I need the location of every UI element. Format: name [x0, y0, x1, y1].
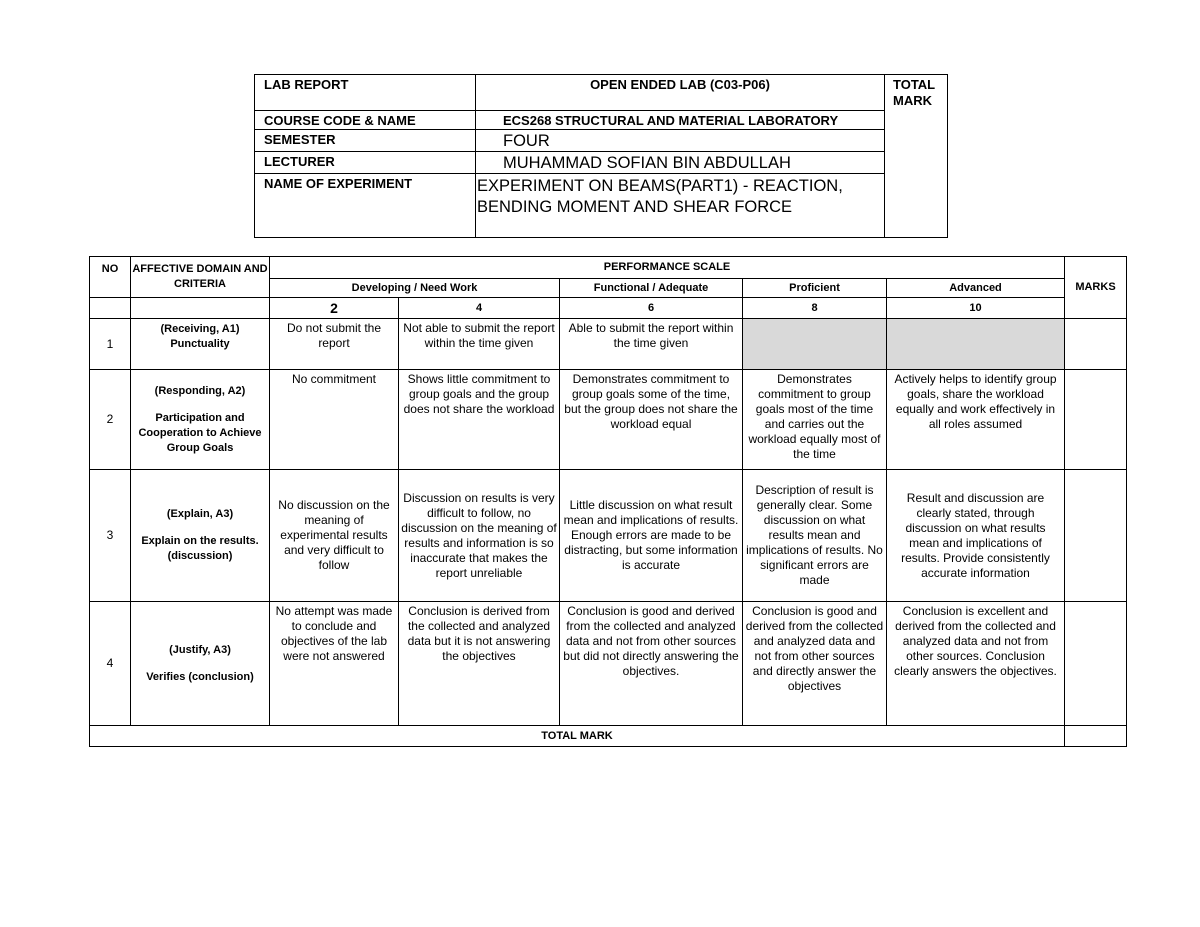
- descriptor-2: Do not submit the report: [270, 319, 399, 370]
- lab-title: OPEN ENDED LAB (C03-P06): [476, 75, 885, 111]
- row-number: 3: [90, 470, 131, 602]
- descriptor-4: Conclusion is derived from the collected and analyzed data but it is not answering the objectives: [399, 602, 560, 726]
- criteria-domain: (Receiving, A1): [160, 323, 240, 335]
- descriptor-4: Discussion on results is very difficult to follow, no discussion on the meaning of results and information is so inaccurate that makes the report unreliable: [399, 470, 560, 602]
- lecturer-value: MUHAMMAD SOFIAN BIN ABDULLAH: [476, 152, 885, 174]
- criteria-header: AFFECTIVE DOMAIN AND CRITERIA: [131, 257, 270, 298]
- semester-label: SEMESTER: [255, 130, 476, 152]
- descriptor-10: Actively helps to identify group goals, share the workload equally and work effectively in all roles assumed: [887, 370, 1065, 470]
- descriptor-2: No discussion on the meaning of experimental results and very difficult to follow: [270, 470, 399, 602]
- lab-report-header-table: [254, 74, 948, 238]
- marks-cell[interactable]: [1065, 602, 1127, 726]
- descriptor-4: Shows little commitment to group goals and the group does not share the workload: [399, 370, 560, 470]
- descriptor-2: No attempt was made to conclude and objectives of the lab were not answered: [270, 602, 399, 726]
- rubric-table: [89, 256, 1127, 747]
- descriptor-8: Description of result is generally clear. Some discussion on what results mean and implications of results. No significant errors are made: [743, 470, 887, 602]
- blank-cell: [90, 298, 131, 319]
- criteria-description: Explain on the results. (discussion): [141, 535, 259, 562]
- descriptor-10: [887, 319, 1065, 370]
- criteria-cell: [131, 370, 270, 470]
- criteria-domain: (Responding, A2): [154, 384, 246, 397]
- criteria-cell: [131, 602, 270, 726]
- descriptor-8: Conclusion is good and derived from the collected and analyzed data and not from other sources and directly answer the objectives: [743, 602, 887, 726]
- table-row: [90, 602, 1127, 726]
- no-header: NO: [90, 257, 131, 298]
- level-proficient: Proficient: [743, 279, 887, 298]
- total-mark-row-label: TOTAL MARK: [90, 726, 1065, 747]
- marks-header: MARKS: [1065, 257, 1127, 319]
- total-mark-cell[interactable]: [1065, 726, 1127, 747]
- descriptor-6: Able to submit the report within the time given: [560, 319, 743, 370]
- lecturer-label: LECTURER: [255, 152, 476, 174]
- semester-value: FOUR: [476, 130, 885, 152]
- descriptor-4: Not able to submit the report within the time given: [399, 319, 560, 370]
- score-8: 8: [743, 298, 887, 319]
- descriptor-6: Demonstrates commitment to group goals some of the time, but the group does not share the workload equal: [560, 370, 743, 470]
- criteria-cell: [131, 470, 270, 602]
- descriptor-2: No commitment: [270, 370, 399, 470]
- row-number: 1: [90, 319, 131, 370]
- marks-cell[interactable]: [1065, 370, 1127, 470]
- marks-cell[interactable]: [1065, 319, 1127, 370]
- level-functional: Functional / Adequate: [560, 279, 743, 298]
- blank-cell: [131, 298, 270, 319]
- criteria-domain: (Justify, A3): [169, 643, 231, 656]
- score-6: 6: [560, 298, 743, 319]
- criteria-cell: [131, 319, 270, 370]
- total-mark-box[interactable]: [885, 75, 948, 238]
- descriptor-6: Little discussion on what result mean and implications of results. Enough errors are made to be distracting, but some information is accurate: [560, 470, 743, 602]
- descriptor-8: [743, 319, 887, 370]
- table-row: [90, 470, 1127, 602]
- course-label: COURSE CODE & NAME: [255, 111, 476, 130]
- score-4: 4: [399, 298, 560, 319]
- descriptor-8: Demonstrates commitment to group goals most of the time and carries out the workload equally most of the time: [743, 370, 887, 470]
- descriptor-10: Result and discussion are clearly stated, through discussion on what results mean and implications of results. Provide consistently accurate information: [887, 470, 1065, 602]
- total-mark-label: TOTAL MARK: [893, 77, 935, 108]
- descriptor-10: Conclusion is excellent and derived from the collected and analyzed data and not from other sources. Conclusion clearly answers the objectives.: [887, 602, 1065, 726]
- score-10: 10: [887, 298, 1065, 319]
- criteria-description: Participation and Cooperation to Achieve Group Goals: [138, 411, 262, 454]
- level-advanced: Advanced: [887, 279, 1065, 298]
- lab-report-label: LAB REPORT: [255, 75, 476, 111]
- experiment-value: EXPERIMENT ON BEAMS(PART1) - REACTION, BENDING MOMENT AND SHEAR FORCE: [476, 174, 885, 238]
- row-number: 4: [90, 602, 131, 726]
- experiment-label: NAME OF EXPERIMENT: [255, 174, 476, 238]
- level-developing: Developing / Need Work: [270, 279, 560, 298]
- criteria-domain: (Explain, A3): [166, 508, 234, 520]
- descriptor-6: Conclusion is good and derived from the collected and analyzed data and not from other sources but did not directly answering the objectives.: [560, 602, 743, 726]
- course-value: ECS268 STRUCTURAL AND MATERIAL LABORATORY: [476, 111, 885, 130]
- table-row: [90, 319, 1127, 370]
- criteria-description: Verifies (conclusion): [146, 670, 254, 683]
- marks-cell[interactable]: [1065, 470, 1127, 602]
- performance-scale-header: PERFORMANCE SCALE: [270, 257, 1065, 279]
- score-2: 2: [270, 298, 399, 319]
- table-row: [90, 370, 1127, 470]
- row-number: 2: [90, 370, 131, 470]
- criteria-description: Punctuality: [170, 338, 230, 350]
